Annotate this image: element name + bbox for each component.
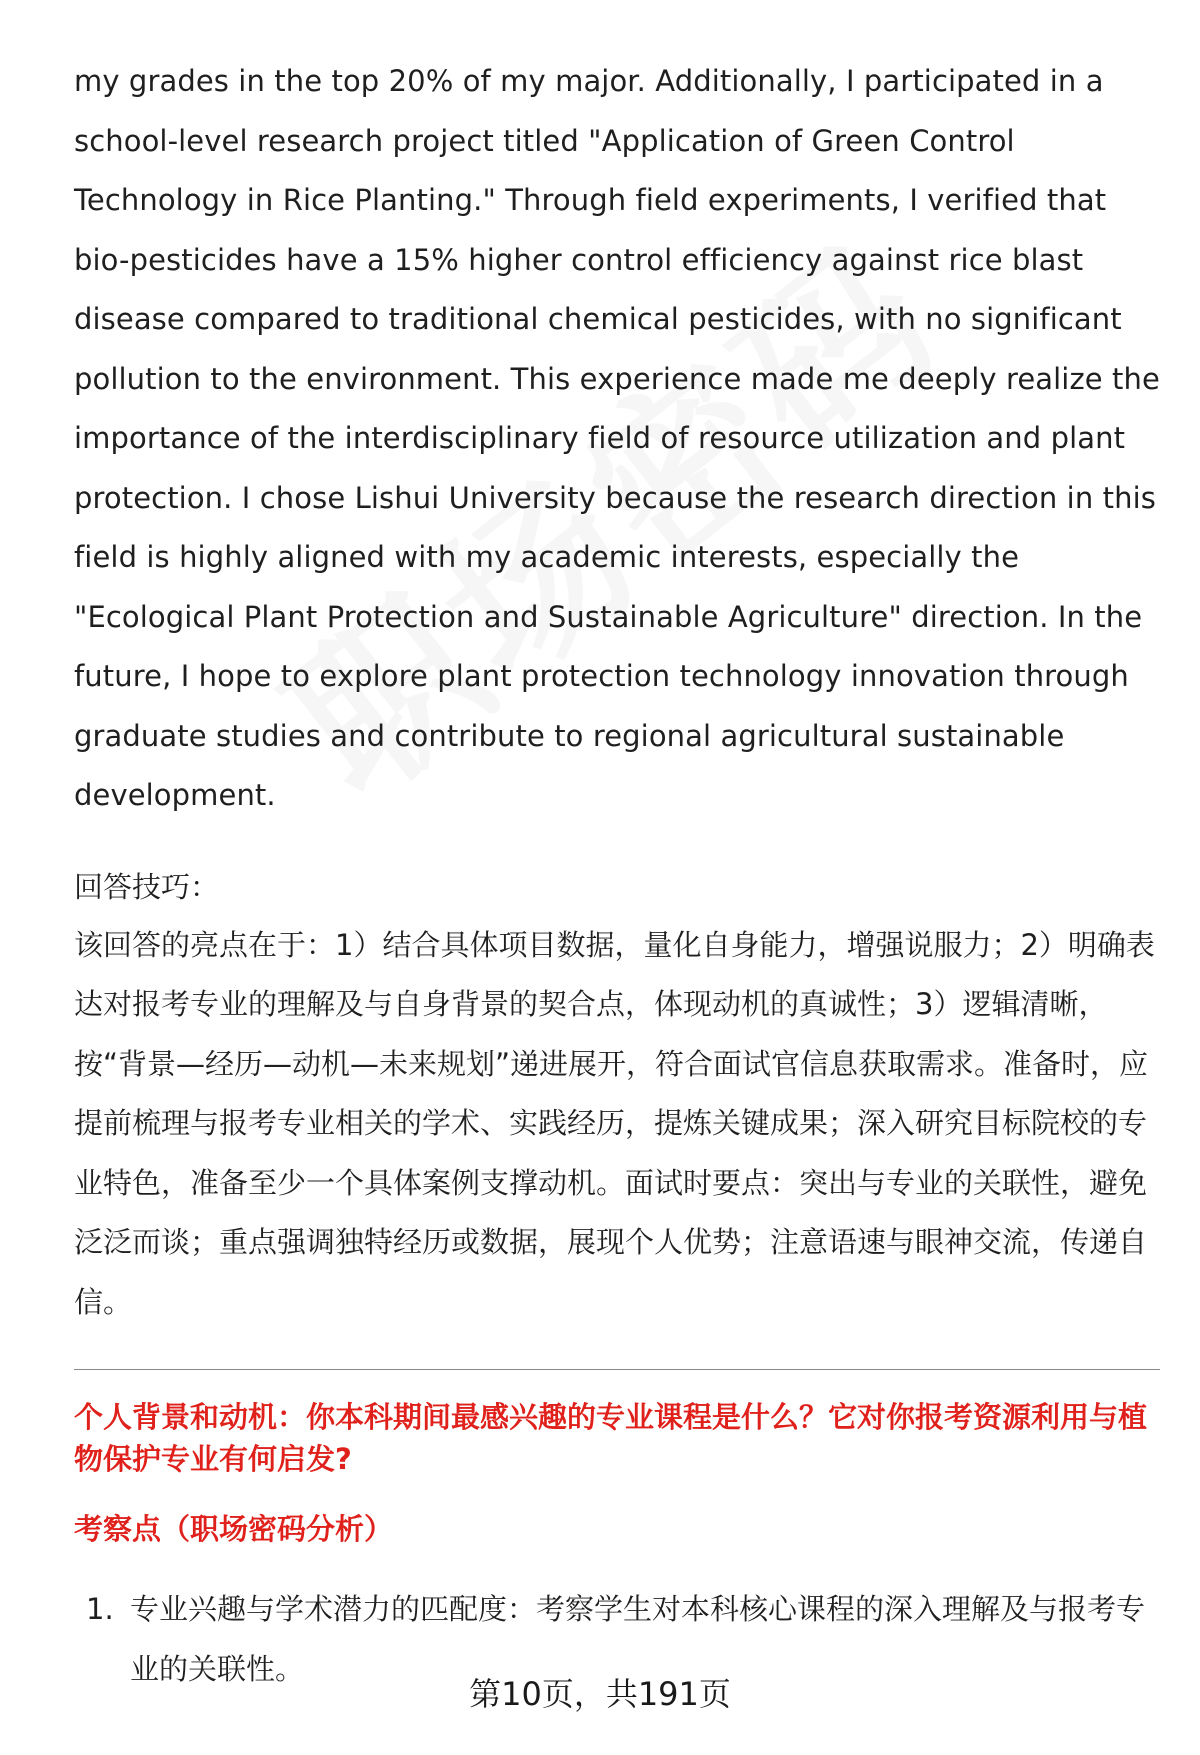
assessment-points-heading: 考察点（职场密码分析）: [74, 1512, 394, 1546]
section-divider: [74, 1369, 1160, 1370]
list-item-text: 专业兴趣与学术潜力的匹配度：考察学生对本科核心课程的深入理解及与报考专业的关联性。: [130, 1592, 1146, 1686]
tips-label: 回答技巧：: [74, 869, 220, 904]
list-item-number: 1.: [86, 1592, 114, 1626]
tips-body: 该回答的亮点在于：1）结合具体项目数据，量化自身能力，增强说服力；2）明确表达对报考专业的理解及与自身背景的契合点，体现动机的真诚性；3）逻辑清晰，按“背景—经历—动机—未来规划”递进展开，符合面试官信息获取需求。准备时，应提前梳理与报考专业相关的学术、实践经历，提炼关键成果；深入研究目标院校的专业特色，准备至少一个具体案例支撑动机。面试时要点：突出与专业的关联性，避免泛泛而谈；重点强调独特经历或数据，展现个人优势；注意语速与眼神交流，传递自信。: [74, 927, 1155, 1319]
answer-paragraph: my grades in the top 20% of my major. Additionally, I participated in a school-level research project titled "Application of Green Control Technology in Rice Planting." Through field experiments, I verified that bio-pesticides have a 15% higher control efficiency against rice blast disease compared to traditional chemical pesticides, with no significant pollution to the environment. This experience made me deeply realize the importance of the interdisciplinary field of resource utilization and plant protection. I chose Lishui University because the research direction in this field is highly aligned with my academic interests, especially the "Ecological Plant Protection and Sustainable Agriculture" direction. In the future, I hope to explore plant protection technology innovation through graduate studies and contribute to regional agricultural sustainable development.: [74, 64, 1160, 812]
page-number-footer: 第10页，共191页: [469, 1675, 731, 1713]
question-heading: 个人背景和动机：你本科期间最感兴趣的专业课程是什么？它对你报考资源利用与植物保护专业有何启发?: [74, 1400, 1148, 1476]
document-page: [74, 52, 1160, 1699]
